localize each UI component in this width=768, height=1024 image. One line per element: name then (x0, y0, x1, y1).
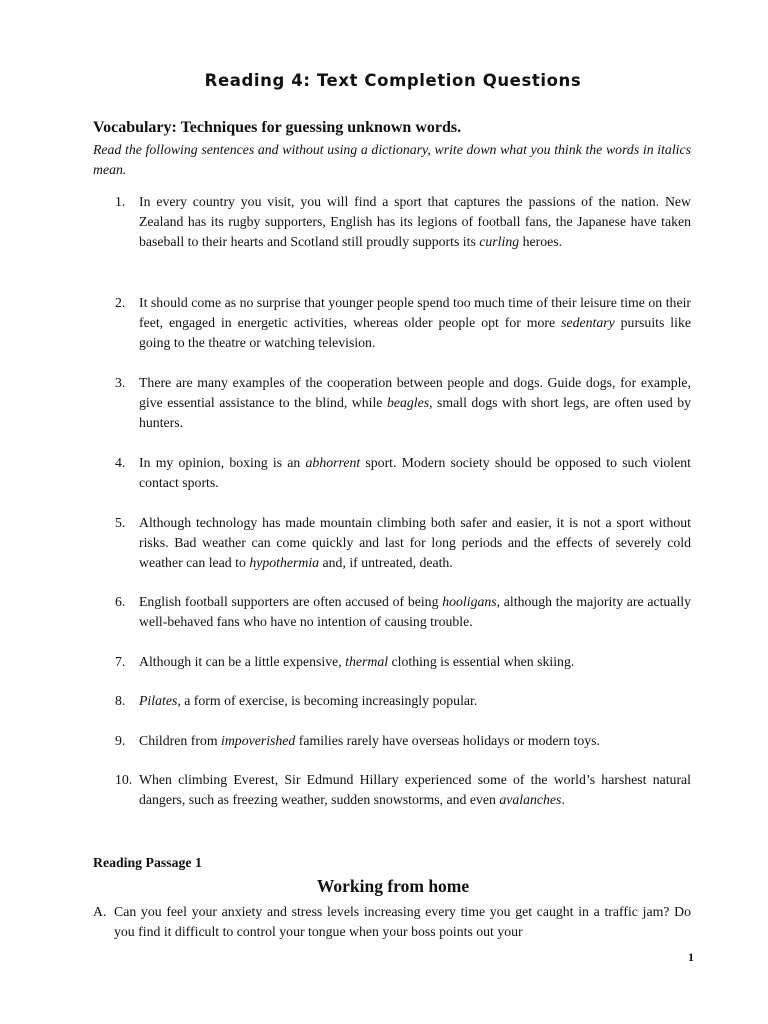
page-title: Reading 4: Text Completion Questions (204, 71, 582, 90)
instructions: Read the following sentences and without using a dictionary, write down what you think the words in italics mean. (93, 142, 691, 177)
question-number: 3. (115, 375, 126, 390)
question-text: When climbing Everest, Sir Edmund Hillary experienced some of the world’s harshest natural dangers, such as freezing weather, sudden snowstorms, and even avalanches. (139, 772, 691, 807)
question-item (93, 592, 693, 632)
page-number: 1 (688, 950, 694, 964)
italic-term: thermal (345, 654, 389, 669)
question-item (93, 513, 693, 573)
question-item (93, 373, 693, 433)
paragraph-text: Can you feel your anxiety and stress levels increasing every time you get caught in a traffic jam? Do you find it difficult to control your tongue when your boss points out your (114, 904, 691, 939)
question-number: 6. (115, 594, 126, 609)
italic-term: hypothermia (249, 555, 320, 570)
paragraph-letter: A. (93, 904, 107, 919)
question-number: 1. (115, 194, 126, 209)
question-item (93, 731, 693, 751)
italic-term: sedentary (561, 315, 615, 330)
question-number: 9. (115, 733, 126, 748)
italic-term: avalanches (499, 792, 562, 807)
question-number: 4. (115, 455, 126, 470)
italic-term: impoverished (221, 733, 296, 748)
question-text: There are many examples of the cooperation between people and dogs. Guide dogs, for example, give essential assistance to the blind, while beagles, small dogs with short legs, are often used by hunters. (139, 375, 692, 430)
question-item (93, 691, 693, 711)
question-item (93, 192, 693, 252)
question-text: In every country you visit, you will find a sport that captures the passions of the nation. New Zealand has its rugby supporters, English has its legions of football fans, the Japanese have taken baseball to their hearts and Scotland still proudly supports its curling heroes. (139, 194, 691, 249)
question-number: 2. (115, 295, 126, 310)
question-text: Although it can be a little expensive, thermal clothing is essential when skiing. (139, 654, 575, 669)
question-text: Although technology has made mountain climbing both safer and easier, it is not a sport without risks. Bad weather can come quickly and last for long periods and the effects of severely cold weather can lead to hypothermia and, if untreated, death. (139, 515, 691, 570)
question-number: 10. (115, 772, 133, 787)
document-page (93, 0, 693, 1024)
passage-title: Working from home (316, 876, 470, 896)
italic-term: hooligans (442, 594, 497, 609)
italic-term: Pilates (139, 693, 178, 708)
question-number: 7. (115, 654, 126, 669)
question-number: 8. (115, 693, 126, 708)
question-text: It should come as no surprise that younger people spend too much time of their leisure time on their feet, engaged in energetic activities, whereas older people opt for more sedentary pursuits like going to the theatre or watching television. (139, 295, 691, 350)
question-text: English football supporters are often accused of being hooligans, although the majority are actually well-behaved fans who have no intention of causing trouble. (139, 594, 692, 629)
question-text: In my opinion, boxing is an abhorrent sport. Modern society should be opposed to such violent contact sports. (139, 455, 691, 490)
question-number: 5. (115, 515, 126, 530)
vocabulary-heading: Vocabulary: Techniques for guessing unknown words. (93, 119, 462, 136)
question-item (93, 453, 693, 493)
passage-label: Reading Passage 1 (93, 855, 202, 870)
italic-term: beagles (386, 395, 430, 410)
question-item (93, 652, 693, 672)
question-item (93, 293, 693, 353)
italic-term: curling (479, 234, 520, 249)
italic-term: abhorrent (305, 455, 361, 470)
question-text: Pilates, a form of exercise, is becoming increasingly popular. (139, 693, 478, 708)
passage-paragraph (93, 902, 691, 942)
question-item (93, 770, 693, 810)
question-text: Children from impoverished families rarely have overseas holidays or modern toys. (139, 733, 600, 748)
